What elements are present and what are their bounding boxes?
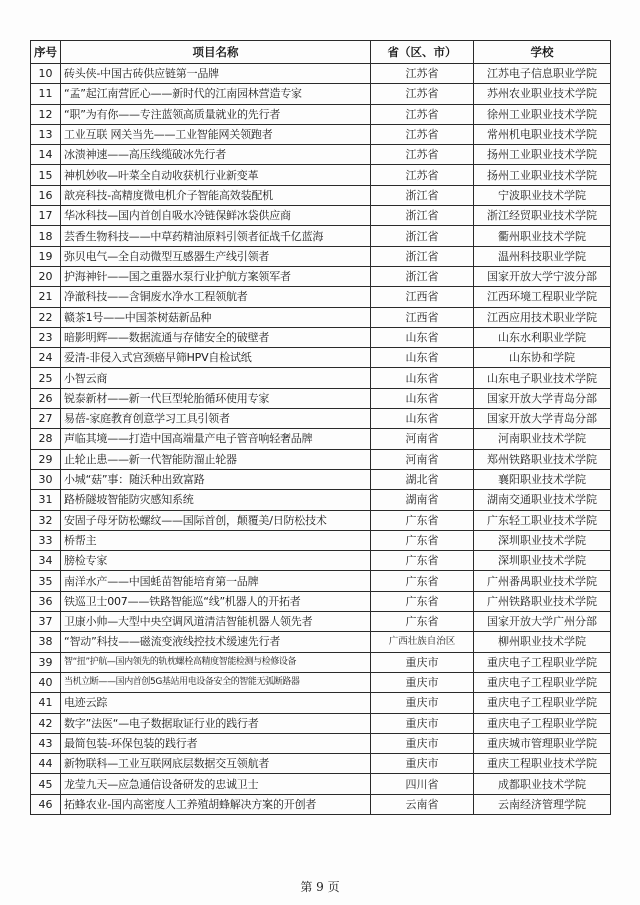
row-number: 24: [31, 348, 61, 368]
project-name-cell: 歆亮科技-高精度微电机介子智能高效装配机: [61, 185, 371, 205]
school-cell: 浙江经贸职业技术学院: [474, 206, 611, 226]
table-row: [31, 124, 611, 144]
row-number: 40: [31, 672, 61, 692]
page-number: 第 9 页: [300, 880, 340, 894]
table-row: [31, 530, 611, 550]
school-cell: 温州科技职业学院: [474, 246, 611, 266]
row-number: 28: [31, 429, 61, 449]
row-number: 30: [31, 469, 61, 489]
province-cell: 山东省: [371, 368, 474, 388]
table-header-row: [31, 41, 611, 64]
school-cell: 深圳职业技术学院: [474, 551, 611, 571]
row-number: 37: [31, 612, 61, 632]
school-cell: 扬州工业职业技术学院: [474, 165, 611, 185]
province-cell: 重庆市: [371, 754, 474, 774]
project-name-cell: 小智云商: [61, 368, 371, 388]
province-cell: 山东省: [371, 327, 474, 347]
project-name-cell: 弥贝电气—全自动微型互感器生产线引领者: [61, 246, 371, 266]
school-cell: 云南经济管理学院: [474, 794, 611, 814]
row-number: 15: [31, 165, 61, 185]
province-cell: 湖北省: [371, 469, 474, 489]
table-row: [31, 165, 611, 185]
table-row: [31, 185, 611, 205]
province-cell: 四川省: [371, 774, 474, 794]
project-name-cell: 护海神针——国之重器水泵行业护航方案领军者: [61, 266, 371, 286]
province-cell: 广东省: [371, 551, 474, 571]
row-number: 27: [31, 409, 61, 429]
table-row: [31, 510, 611, 530]
row-number: 20: [31, 266, 61, 286]
table-row: [31, 266, 611, 286]
province-cell: 河南省: [371, 429, 474, 449]
project-name-cell: 净澈科技——含铜废水净水工程领航者: [61, 287, 371, 307]
row-number: 22: [31, 307, 61, 327]
row-number: 44: [31, 754, 61, 774]
project-name-cell: 电迹云踪: [61, 693, 371, 713]
table-row: [31, 672, 611, 692]
header-province: 省（区、市）: [371, 41, 474, 64]
row-number: 13: [31, 124, 61, 144]
table-row: [31, 551, 611, 571]
row-number: 11: [31, 84, 61, 104]
project-name-cell: 路桥隧坡智能防灾感知系统: [61, 490, 371, 510]
table-row: [31, 693, 611, 713]
table-row: [31, 449, 611, 469]
project-name-cell: 南洋水产——中国蚝苗智能培育第一品牌: [61, 571, 371, 591]
table-body: [31, 64, 611, 815]
province-cell: 广东省: [371, 612, 474, 632]
table-row: [31, 469, 611, 489]
table-row: [31, 632, 611, 652]
province-cell: 浙江省: [371, 206, 474, 226]
province-cell: 山东省: [371, 348, 474, 368]
school-cell: 国家开放大学青岛分部: [474, 409, 611, 429]
table-row: [31, 64, 611, 84]
project-name-cell: 砖头侠-中国古砖供应链第一品牌: [61, 64, 371, 84]
project-name-cell: 当机立断——国内首创5G基站用电设备安全的智能无弧断路器: [61, 672, 371, 692]
project-name-cell: 爱清-非侵入式宫颈癌早筛HPV自检试纸: [61, 348, 371, 368]
table-row: [31, 754, 611, 774]
school-cell: 宁波职业技术学院: [474, 185, 611, 205]
project-name-cell: 锐泰新材——新一代巨型轮胎循环使用专家: [61, 388, 371, 408]
province-cell: 广东省: [371, 571, 474, 591]
province-cell: 广西壮族自治区: [371, 632, 474, 652]
row-number: 17: [31, 206, 61, 226]
table-row: [31, 287, 611, 307]
school-cell: 广东轻工职业技术学院: [474, 510, 611, 530]
row-number: 26: [31, 388, 61, 408]
province-cell: 重庆市: [371, 693, 474, 713]
province-cell: 浙江省: [371, 246, 474, 266]
row-number: 32: [31, 510, 61, 530]
province-cell: 重庆市: [371, 672, 474, 692]
school-cell: 国家开放大学青岛分部: [474, 388, 611, 408]
row-number: 10: [31, 64, 61, 84]
row-number: 14: [31, 145, 61, 165]
project-name-cell: 数字”法医“—电子数据取证行业的践行者: [61, 713, 371, 733]
table-row: [31, 104, 611, 124]
school-cell: 成都职业技术学院: [474, 774, 611, 794]
school-cell: 重庆电子工程职业学院: [474, 652, 611, 672]
project-name-cell: 安固子母牙防松螺纹——国际首创，颠覆美/日防松技术: [61, 510, 371, 530]
row-number: 25: [31, 368, 61, 388]
province-cell: 江苏省: [371, 165, 474, 185]
project-name-cell: “孟”起江南营匠心——新时代的江南园林营造专家: [61, 84, 371, 104]
school-cell: 郑州铁路职业技术学院: [474, 449, 611, 469]
row-number: 23: [31, 327, 61, 347]
province-cell: 江苏省: [371, 64, 474, 84]
row-number: 29: [31, 449, 61, 469]
table-row: [31, 490, 611, 510]
province-cell: 江苏省: [371, 104, 474, 124]
table-row: [31, 409, 611, 429]
school-cell: 山东电子职业技术学院: [474, 368, 611, 388]
school-cell: 重庆电子工程职业学院: [474, 672, 611, 692]
project-name-cell: “智动”科技——磁流变液线控技术缓速先行者: [61, 632, 371, 652]
province-cell: 江苏省: [371, 84, 474, 104]
school-cell: 柳州职业技术学院: [474, 632, 611, 652]
row-number: 39: [31, 652, 61, 672]
province-cell: 山东省: [371, 388, 474, 408]
table-row: [31, 246, 611, 266]
row-number: 38: [31, 632, 61, 652]
row-number: 35: [31, 571, 61, 591]
table-row: [31, 327, 611, 347]
project-name-cell: 桥帮主: [61, 530, 371, 550]
province-cell: 云南省: [371, 794, 474, 814]
school-cell: 深圳职业技术学院: [474, 530, 611, 550]
project-name-cell: 膀检专家: [61, 551, 371, 571]
project-name-cell: 智“扭”护航—国内领先的轨枕螺栓高精度智能检测与检修设备: [61, 652, 371, 672]
table-row: [31, 348, 611, 368]
row-number: 12: [31, 104, 61, 124]
row-number: 31: [31, 490, 61, 510]
project-name-cell: “职”为有你——专注蓝领高质量就业的先行者: [61, 104, 371, 124]
province-cell: 江西省: [371, 307, 474, 327]
header-project-name: 项目名称: [61, 41, 371, 64]
table-row: [31, 206, 611, 226]
province-cell: 重庆市: [371, 733, 474, 753]
school-cell: 苏州农业职业技术学院: [474, 84, 611, 104]
province-cell: 江苏省: [371, 124, 474, 144]
header-school: 学校: [474, 41, 611, 64]
province-cell: 广东省: [371, 510, 474, 530]
table-row: [31, 612, 611, 632]
school-cell: 山东水利职业学院: [474, 327, 611, 347]
school-cell: 徐州工业职业技术学院: [474, 104, 611, 124]
row-number: 34: [31, 551, 61, 571]
school-cell: 重庆电子工程职业学院: [474, 693, 611, 713]
project-name-cell: 最简包装-环保包装的践行者: [61, 733, 371, 753]
project-name-cell: 神机妙收—叶菜全自动收获机行业新变革: [61, 165, 371, 185]
province-cell: 湖南省: [371, 490, 474, 510]
project-table: [30, 40, 611, 815]
school-cell: 江苏电子信息职业学院: [474, 64, 611, 84]
table-row: [31, 368, 611, 388]
table-row: [31, 84, 611, 104]
school-cell: 扬州工业职业技术学院: [474, 145, 611, 165]
table-row: [31, 733, 611, 753]
school-cell: 衢州职业技术学院: [474, 226, 611, 246]
row-number: 19: [31, 246, 61, 266]
project-name-cell: 拓蜂农业-国内高密度人工养殖胡蜂解决方案的开创者: [61, 794, 371, 814]
province-cell: 江苏省: [371, 145, 474, 165]
school-cell: 襄阳职业技术学院: [474, 469, 611, 489]
school-cell: 山东协和学院: [474, 348, 611, 368]
table-row: [31, 388, 611, 408]
table-row: [31, 429, 611, 449]
table-row: [31, 713, 611, 733]
project-name-cell: 声临其境——打造中国高端量产电子管音响轻奢品牌: [61, 429, 371, 449]
school-cell: 江西应用技术职业学院: [474, 307, 611, 327]
school-cell: 湖南交通职业技术学院: [474, 490, 611, 510]
province-cell: 河南省: [371, 449, 474, 469]
row-number: 46: [31, 794, 61, 814]
project-name-cell: 铁巡卫士007——铁路智能巡“线”机器人的开拓者: [61, 591, 371, 611]
row-number: 42: [31, 713, 61, 733]
row-number: 43: [31, 733, 61, 753]
project-name-cell: 易蓓-家庭教育创意学习工具引领者: [61, 409, 371, 429]
school-cell: 广州铁路职业技术学院: [474, 591, 611, 611]
project-name-cell: 华冰科技—国内首创自吸水冷链保鲜冰袋供应商: [61, 206, 371, 226]
row-number: 21: [31, 287, 61, 307]
province-cell: 浙江省: [371, 185, 474, 205]
project-name-cell: 龙莹九天—应急通信设备研发的忠诚卫士: [61, 774, 371, 794]
school-cell: 重庆工程职业技术学院: [474, 754, 611, 774]
project-name-cell: 小城“菇”事：随沃种出致富路: [61, 469, 371, 489]
row-number: 16: [31, 185, 61, 205]
table-row: [31, 591, 611, 611]
province-cell: 江西省: [371, 287, 474, 307]
province-cell: 重庆市: [371, 652, 474, 672]
province-cell: 山东省: [371, 409, 474, 429]
row-number: 18: [31, 226, 61, 246]
project-name-cell: 新物联科—工业互联网底层数据交互领航者: [61, 754, 371, 774]
school-cell: 国家开放大学宁波分部: [474, 266, 611, 286]
table-row: [31, 652, 611, 672]
project-name-cell: 芸香生物科技——中草药精油原料引领者征战千亿蓝海: [61, 226, 371, 246]
header-no: 序号: [31, 41, 61, 64]
project-name-cell: 冰溃神速——高压线缆破冰先行者: [61, 145, 371, 165]
school-cell: 重庆城市管理职业学院: [474, 733, 611, 753]
table-row: [31, 571, 611, 591]
school-cell: 河南职业技术学院: [474, 429, 611, 449]
province-cell: 广东省: [371, 530, 474, 550]
province-cell: 重庆市: [371, 713, 474, 733]
row-number: 41: [31, 693, 61, 713]
project-name-cell: 工业互联 网关当先——工业智能网关领跑者: [61, 124, 371, 144]
row-number: 33: [31, 530, 61, 550]
project-name-cell: 赣茶1号——中国茶树菇新品种: [61, 307, 371, 327]
school-cell: 国家开放大学广州分部: [474, 612, 611, 632]
table-row: [31, 774, 611, 794]
project-name-cell: 止轮止患——新一代智能防溜止轮器: [61, 449, 371, 469]
project-name-cell: 卫康小帅—大型中央空调风道清洁智能机器人领先者: [61, 612, 371, 632]
table-row: [31, 794, 611, 814]
province-cell: 广东省: [371, 591, 474, 611]
school-cell: 广州番禺职业技术学院: [474, 571, 611, 591]
table-row: [31, 145, 611, 165]
province-cell: 浙江省: [371, 226, 474, 246]
school-cell: 江西环境工程职业学院: [474, 287, 611, 307]
province-cell: 浙江省: [371, 266, 474, 286]
row-number: 45: [31, 774, 61, 794]
school-cell: 重庆电子工程职业学院: [474, 713, 611, 733]
project-name-cell: 暗影明辉——数据流通与存储安全的破壁者: [61, 327, 371, 347]
table-row: [31, 307, 611, 327]
school-cell: 常州机电职业技术学院: [474, 124, 611, 144]
row-number: 36: [31, 591, 61, 611]
table-row: [31, 226, 611, 246]
